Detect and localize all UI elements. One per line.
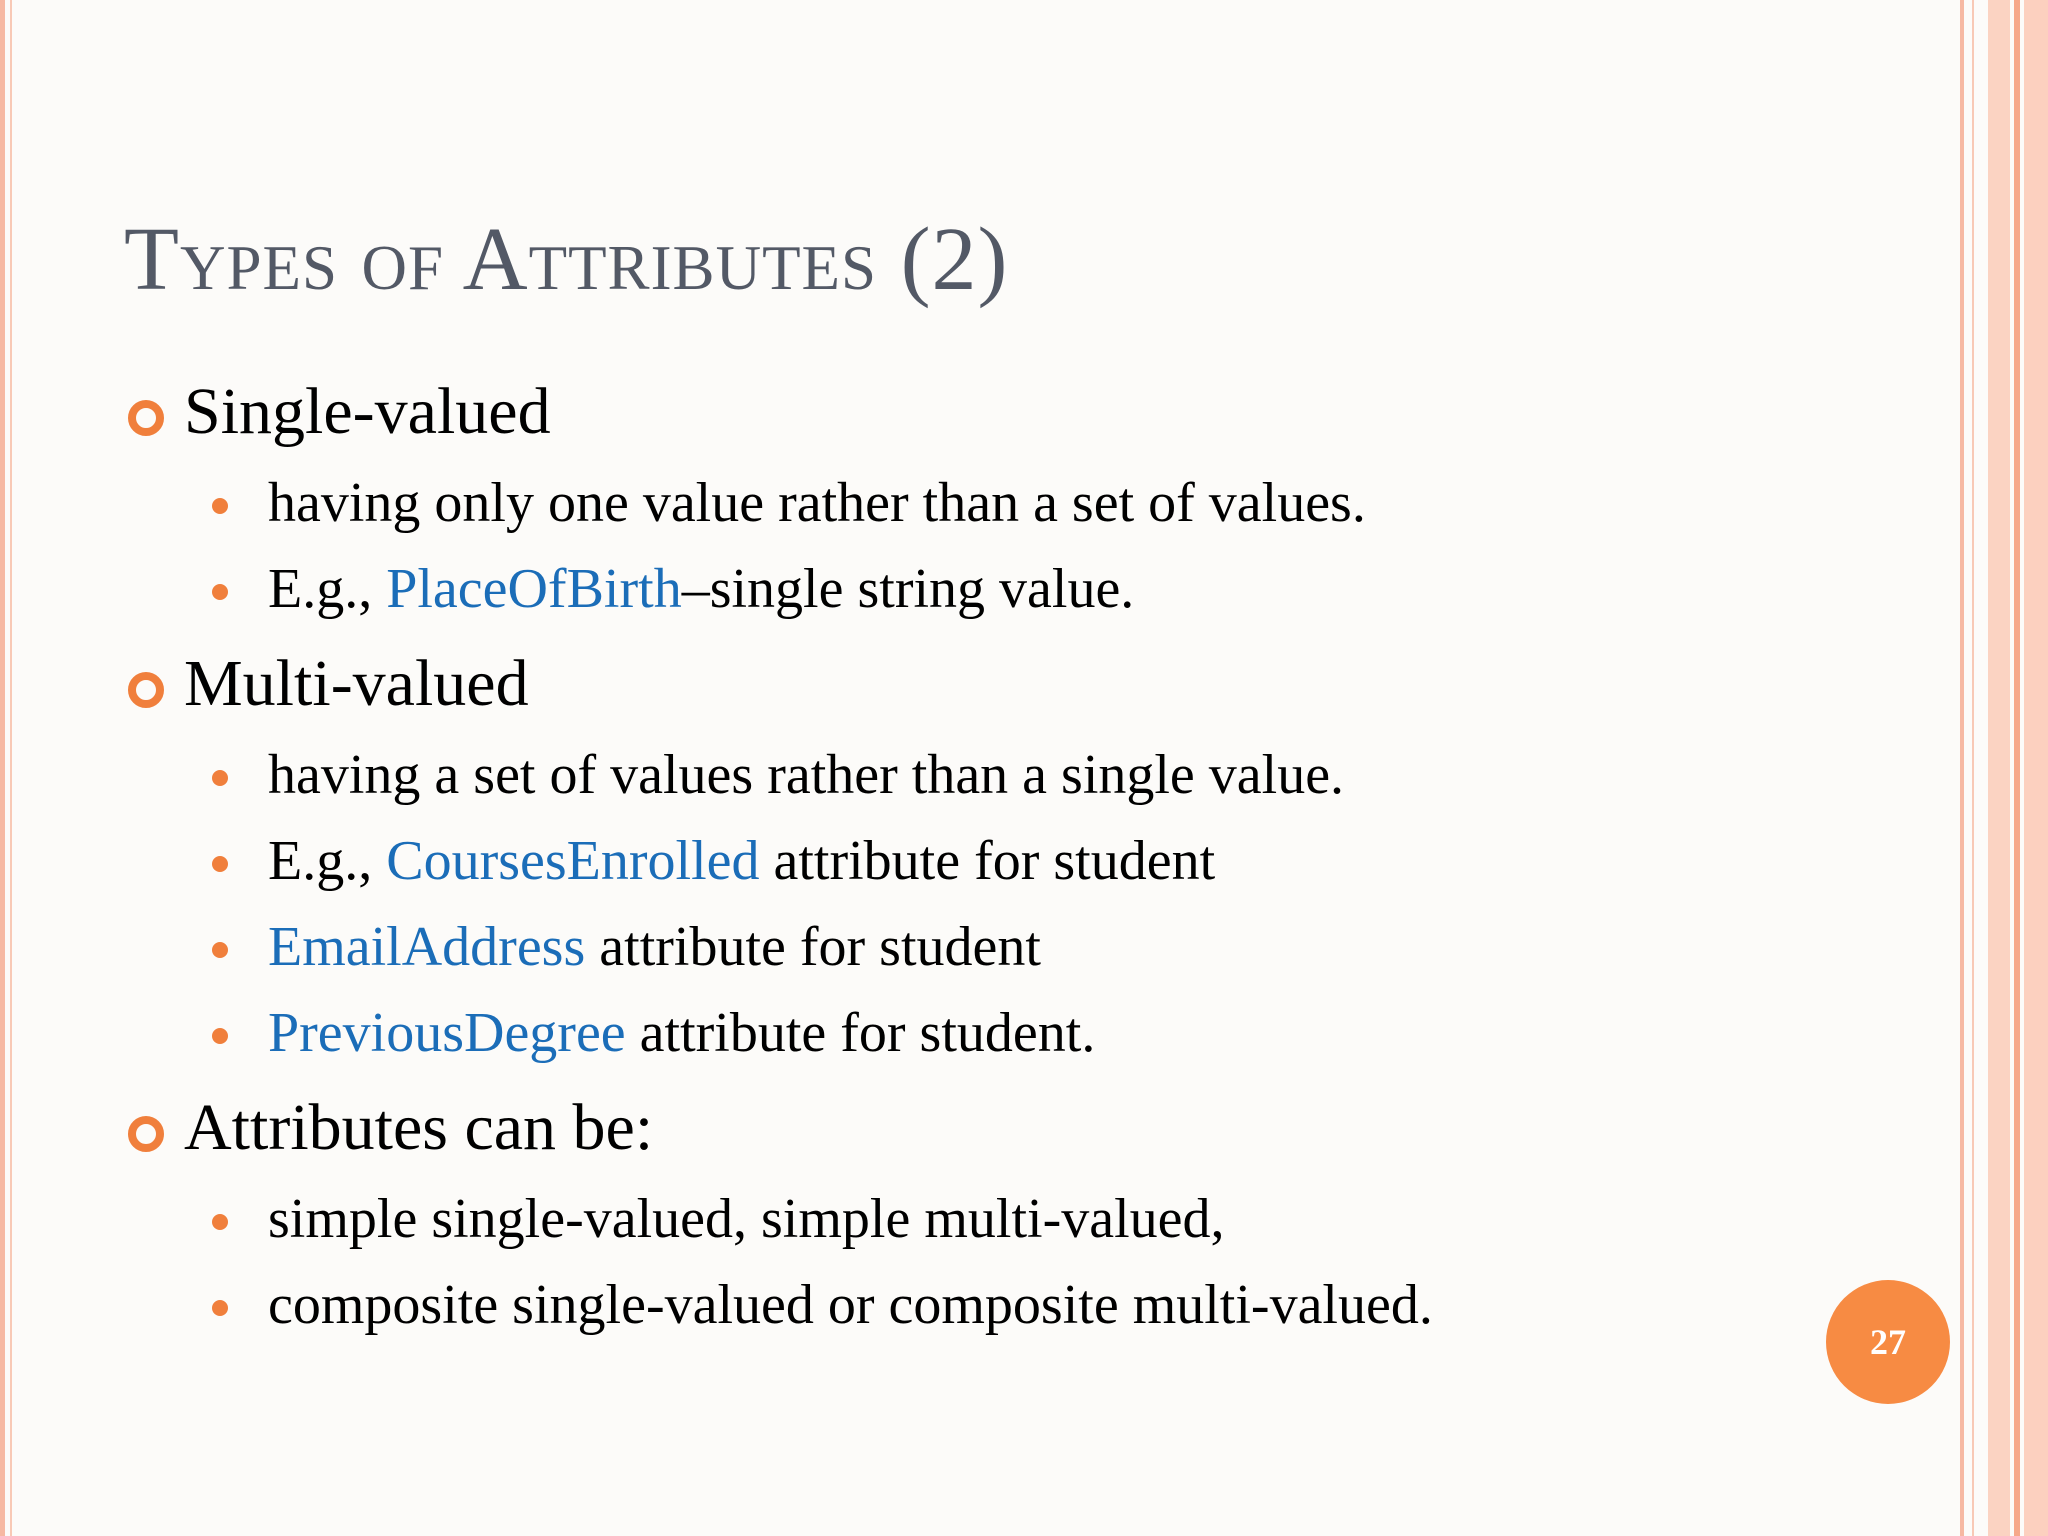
bullet-ring-icon: [128, 1116, 164, 1152]
sub-bullet: composite single-valued or composite multi-valued.: [268, 1274, 1433, 1336]
attribute-term: PreviousDegree: [268, 1002, 626, 1064]
attribute-term: EmailAddress: [268, 916, 586, 978]
bullet-dot-icon: [212, 1214, 228, 1230]
bullet-dot-icon: [212, 770, 228, 786]
slide-title: Types of Attributes (2): [124, 210, 1009, 309]
bullet-dot-icon: [212, 856, 228, 872]
attribute-term: CoursesEnrolled: [386, 830, 760, 892]
sub-bullet: E.g., PlaceOfBirth–single string value.: [268, 558, 1135, 620]
right-rail-edge: [2024, 0, 2048, 1536]
bullet-dot-icon: [212, 1028, 228, 1044]
sub-bullet: simple single-valued, simple multi-valued,: [268, 1188, 1225, 1250]
right-rail-band: [1988, 0, 2010, 1536]
sub-bullet: having a set of values rather than a single value.: [268, 744, 1345, 806]
bullet-heading: Multi-valued: [184, 647, 529, 720]
bullet-heading: Single-valued: [184, 375, 551, 448]
bullet-heading: Attributes can be:: [184, 1091, 654, 1164]
page-number-badge: 27: [1826, 1280, 1950, 1404]
left-border-line-thin: [10, 0, 12, 1536]
right-rail-stripe: [2014, 0, 2020, 1536]
bullet-ring-icon: [128, 400, 164, 436]
bullet-dot-icon: [212, 498, 228, 514]
sub-bullet: PreviousDegree attribute for student.: [268, 1002, 1096, 1064]
bullet-ring-icon: [128, 672, 164, 708]
right-border-line-thin: [1972, 0, 1974, 1536]
left-border-line: [0, 0, 5, 1536]
bullet-dot-icon: [212, 942, 228, 958]
bullet-dot-icon: [212, 1300, 228, 1316]
bullet-dot-icon: [212, 584, 228, 600]
sub-bullet: having only one value rather than a set of values.: [268, 472, 1366, 534]
right-border-line: [1960, 0, 1964, 1536]
sub-bullet: EmailAddress attribute for student: [268, 916, 1041, 978]
attribute-term: PlaceOfBirth: [386, 558, 682, 620]
sub-bullet: E.g., CoursesEnrolled attribute for student: [268, 830, 1216, 892]
